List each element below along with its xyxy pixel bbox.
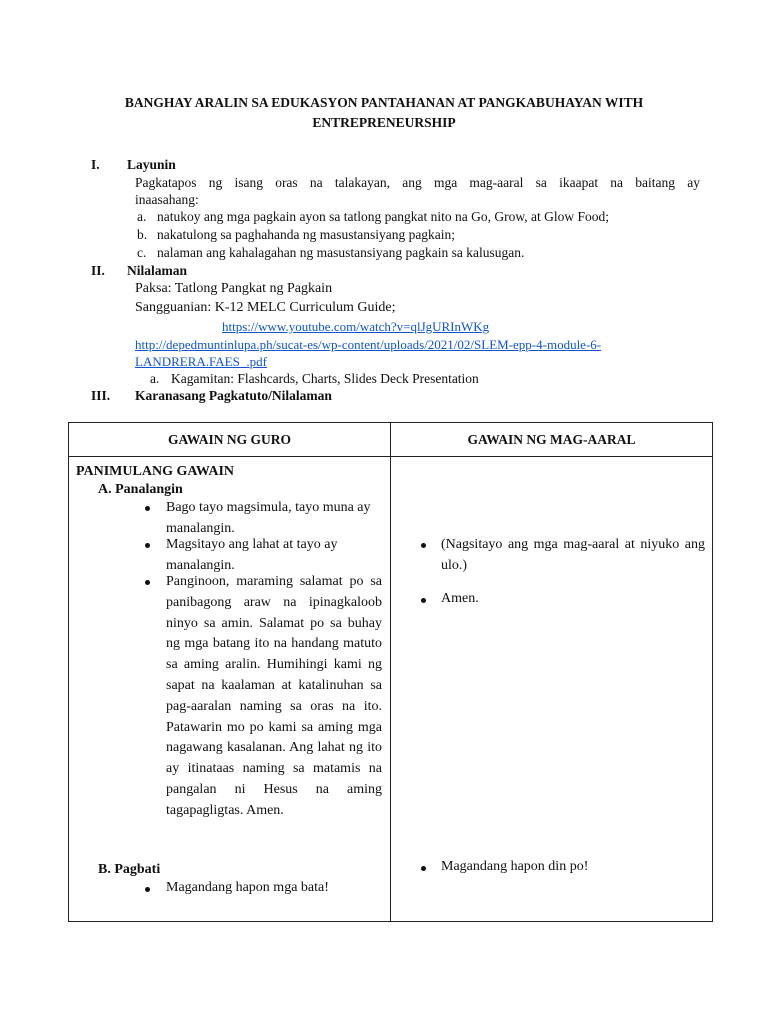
objective-b-letter: b. — [137, 227, 148, 242]
objective-a-text: natukoy ang mga pagkain ayon sa tatlong pangkat nito na Go, Grow, at Glow Food; — [157, 209, 610, 224]
panalangin-subheading: A. Panalangin — [98, 482, 183, 497]
teacher-prayer-text: Panginoon, maraming salamat po sa panibagong araw na ipinagkaloob ninyo sa amin. Salamat po sa buhay ng mga batang ito na handang matuto sa aming aralin. Humihingi kami ng sapat na kaalaman at katalinuhan sa pag-aaralan naming sa oras na ito. Patawarin mo po kami sa aming mga nagawang kasalanan. Ang lahat ng ito ay itinataas naming sa matamis na pangalan ni Hesus na aming tagapagligtas. Amen. — [166, 574, 382, 818]
youtube-link[interactable]: https://www.youtube.com/watch?v=qlJgURInWKg — [222, 319, 490, 334]
paksa-line: Paksa: Tatlong Pangkat ng Pagkain — [135, 281, 333, 296]
teacher-greeting: Magandang hapon mga bata! — [166, 880, 329, 895]
kagamitan-text: Kagamitan: Flashcards, Charts, Slides Deck Presentation — [171, 371, 479, 386]
objective-c-text: nalaman ang kahalagahan ng masustansiyang pagkain sa kalusugan. — [157, 245, 525, 260]
teacher-prayer-intro: Bago tayo magsimula, tayo muna ay manalangin. — [166, 500, 371, 536]
objective-b-text: nakatulong sa paghahanda ng masustansiyang pagkain; — [157, 227, 456, 242]
bullet-icon — [421, 543, 426, 548]
sanggunian-line: Sangguanian: K-12 MELC Curriculum Guide; — [135, 300, 396, 315]
bullet-icon — [421, 866, 426, 871]
section-3-heading: Karanasang Pagkatuto/Nilalaman — [135, 388, 332, 403]
header-student-activity: GAWAIN NG MAG-AARAL — [467, 432, 636, 447]
kagamitan-letter: a. — [150, 371, 160, 386]
section-1-intro-line-1: Pagkatapos ng isang oras na talakayan, ang mga mag-aaral sa ikaapat na baitang ay — [135, 175, 700, 190]
student-greeting-response: Magandang hapon din po! — [441, 859, 589, 874]
bullet-icon — [145, 580, 150, 585]
objective-a-letter: a. — [137, 209, 147, 224]
bullet-icon — [145, 887, 150, 892]
pagbati-subheading: B. Pagbati — [98, 862, 161, 877]
bullet-icon — [421, 598, 426, 603]
student-stand-response: (Nagsitayo ang mga mag-aaral at niyuko ang ulo.) — [441, 537, 705, 573]
section-1-heading: Layunin — [127, 157, 176, 172]
lesson-table — [68, 422, 713, 922]
student-amen-response: Amen. — [441, 591, 479, 606]
deped-link-line-2[interactable]: LANDRERA.FAES_.pdf — [135, 354, 267, 369]
section-3-numeral: III. — [91, 388, 111, 403]
section-1-intro-line-2: inaasahang: — [135, 192, 199, 207]
bullet-icon — [145, 506, 150, 511]
title-line-2: ENTREPRENEURSHIP — [312, 115, 456, 130]
deped-link-line-1[interactable]: http://depedmuntinlupa.ph/sucat-es/wp-content/uploads/2021/02/SLEM-epp-4-module-6- — [135, 337, 602, 352]
title-line-1: BANGHAY ARALIN SA EDUKASYON PANTAHANAN AT PANGKABUHAYAN WITH — [124, 95, 644, 110]
document-title — [60, 93, 708, 133]
objective-c-letter: c. — [137, 245, 147, 260]
section-2-numeral: II. — [91, 263, 105, 278]
header-teacher-activity: GAWAIN NG GURO — [167, 432, 291, 447]
panimulang-gawain-title: PANIMULANG GAWAIN — [76, 464, 235, 479]
header-divider — [69, 456, 712, 457]
teacher-stand-instruction: Magsitayo ang lahat at tayo ay manalangin. — [166, 537, 338, 573]
section-2-heading: Nilalaman — [127, 263, 188, 278]
section-1-numeral: I. — [91, 157, 100, 172]
column-divider — [390, 423, 391, 921]
bullet-icon — [145, 543, 150, 548]
